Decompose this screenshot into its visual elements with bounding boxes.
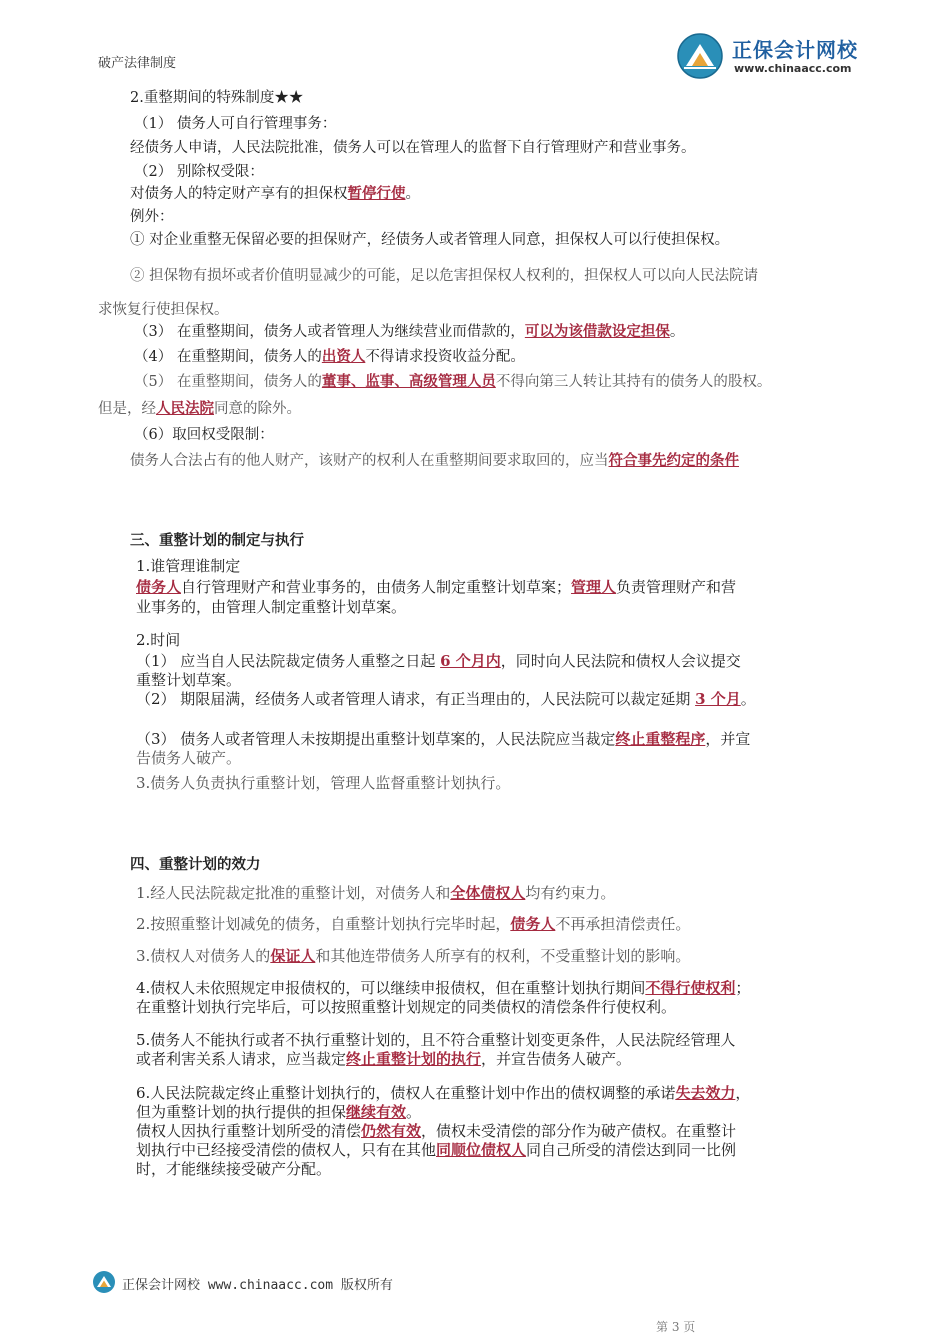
highlight-term: 3 个月 — [695, 690, 741, 708]
brand-logo[interactable] — [676, 30, 876, 86]
highlight-term: 全体债权人 — [450, 884, 526, 902]
paragraph-text: 经债务人申请，人民法院批准，债务人可以在管理人的监督下自行管理财产和营业事务。 — [130, 140, 696, 156]
highlight-term: 继续有效 — [346, 1103, 407, 1121]
logo-name: 正保会计网校 — [732, 38, 858, 62]
paragraph-cut-line: （5） 在重整期间，债务人的董事、监事、高级管理人员不得向第三人转让其持有的债务人的股权。 — [134, 373, 772, 390]
paragraph-heading: （6）取回权受限制： — [134, 427, 274, 443]
paragraph-text: （3） 在重整期间，债务人或者管理人为继续营业而借款的，可以为该借款设定担保。 — [134, 323, 685, 340]
paragraph-cut-line: 3.债务人负责执行重整计划，管理人监督重整计划执行。 — [136, 774, 511, 792]
paragraph-text: 但为重整计划的执行提供的担保继续有效。 — [136, 1103, 422, 1121]
paragraph-text: 例外： — [130, 209, 174, 225]
paragraph-text: 在重整计划执行完毕后，可以按照重整计划规定的同类债权的清偿条件行使权利。 — [136, 998, 677, 1016]
page-number: 第 3 页 — [656, 1320, 696, 1334]
highlight-term: 人民法院 — [156, 400, 214, 417]
paragraph-cut-line: 但是，经人民法院同意的除外。 — [98, 400, 301, 417]
highlight-term: 管理人 — [571, 578, 617, 596]
paragraph-cut-line: 求恢复行使担保权。 — [98, 302, 229, 318]
logo-mark-icon — [676, 32, 724, 80]
highlight-term: 终止重整程序 — [615, 730, 706, 748]
paragraph-text: （4） 在重整期间，债务人的出资人不得请求投资收益分配。 — [134, 348, 525, 365]
paragraph-text: 对债务人的特定财产享有的担保权暂停行使。 — [130, 185, 420, 202]
paragraph-text: 或者利害关系人请求，应当裁定终止重整计划的执行，并宣告债务人破产。 — [136, 1050, 632, 1068]
highlight-term: 保证人 — [270, 947, 316, 965]
highlight-term: 出资人 — [321, 348, 366, 365]
paragraph-cut-line: 2.按照重整计划减免的债务，自重整计划执行完毕时起，债务人不再承担清偿责任。 — [136, 915, 691, 933]
logo-url[interactable]: www.chinaacc.com — [734, 62, 852, 75]
highlight-term: 可以为该借款设定担保 — [524, 323, 670, 340]
paragraph-text: 债务人自行管理财产和营业事务的，由债务人制定重整计划草案；管理人负责管理财产和营 — [136, 578, 737, 596]
highlight-term: 仍然有效 — [361, 1122, 422, 1140]
paragraph-text: 时，才能继续接受破产分配。 — [136, 1160, 332, 1178]
paragraph-text: 5.债务人不能执行或者不执行重整计划的，且不符合重整计划变更条件，人民法院经管理人 — [136, 1031, 736, 1049]
paragraph-text: 业事务的，由管理人制定重整计划草案。 — [136, 598, 407, 616]
section-title-cut: 三、重整计划的制定与执行 — [130, 532, 304, 549]
paragraph-text: （3） 债务人或者管理人未按期提出重整计划草案的，人民法院应当裁定终止重整程序，并宣 — [136, 730, 751, 748]
highlight-term: 董事、监事、高级管理人员 — [321, 373, 496, 390]
subsection-title: 1.谁管理谁制定 — [136, 557, 241, 575]
paragraph-heading: （2） 别除权受限： — [134, 164, 264, 180]
highlight-term: 债务人 — [510, 915, 556, 933]
paragraph-cut-line: ② 担保物有损坏或者价值明显减少的可能，足以危害担保权人权利的，担保权人可以向人民法院请 — [130, 268, 759, 284]
section-title: 2.重整期间的特殊制度★★ — [130, 90, 304, 106]
paragraph-text: （2） 期限届满，经债务人或者管理人请求，有正当理由的，人民法院可以裁定延期 3 个月。 — [136, 690, 756, 708]
highlight-term: 同顺位债权人 — [436, 1141, 527, 1159]
paragraph-text: （1） 应当自人民法院裁定债务人重整之日起 6 个月内，同时向人民法院和债权人会议提交 — [136, 652, 741, 670]
page-footer — [92, 1268, 512, 1298]
paragraph-text: 债权人因执行重整计划所受的清偿仍然有效，债权未受清偿的部分作为破产债权。在重整计 — [136, 1122, 737, 1140]
paragraph-cut-line: 告债务人破产。 — [136, 749, 242, 767]
paragraph-text: 6.人民法院裁定终止重整计划执行的，债权人在重整计划中作出的债权调整的承诺失去效力， — [136, 1084, 751, 1102]
highlight-term: 6 个月内 — [440, 652, 501, 670]
paragraph-heading: （1） 债务人可自行管理事务： — [134, 116, 337, 132]
paragraph-text: ① 对企业重整无保留必要的担保财产，经债务人或者管理人同意，担保权人可以行使担保权。 — [130, 232, 730, 248]
subsection-title: 2.时间 — [136, 631, 181, 649]
header-cut-text: 破产法律制度 — [98, 56, 177, 71]
highlight-term: 债务人 — [136, 578, 182, 596]
paragraph-text: 划执行中已经接受清偿的债权人，只有在其他同顺位债权人同自己所受的清偿达到同一比例 — [136, 1141, 737, 1159]
section-title-cut: 四、重整计划的效力 — [130, 856, 261, 873]
paragraph-cut-line: 3.债权人对债务人的保证人和其他连带债务人所享有的权利，不受重整计划的影响。 — [136, 947, 691, 965]
paragraph-text: 4.债权人未依照规定申报债权的，可以继续申报债权，但在重整计划执行期间不得行使权利； — [136, 979, 751, 997]
highlight-term: 失去效力 — [675, 1084, 736, 1102]
paragraph-text: 重整计划草案。 — [136, 671, 242, 689]
highlight-term: 终止重整计划的执行 — [346, 1050, 482, 1068]
paragraph-cut-line: 1.经人民法院裁定批准的重整计划，对债务人和全体债权人均有约束力。 — [136, 884, 616, 902]
footer-copyright: 正保会计网校 www.chinaacc.com 版权所有 — [122, 1278, 393, 1293]
paragraph-cut-line: 债务人合法占有的他人财产，该财产的权利人在重整期间要求取回的，应当符合事先约定的条件 — [130, 452, 739, 469]
highlight-term: 不得行使权利 — [645, 979, 736, 997]
highlight-term: 暂停行使 — [347, 185, 406, 202]
footer-logo-icon — [92, 1270, 116, 1294]
highlight-term: 符合事先约定的条件 — [608, 452, 739, 469]
